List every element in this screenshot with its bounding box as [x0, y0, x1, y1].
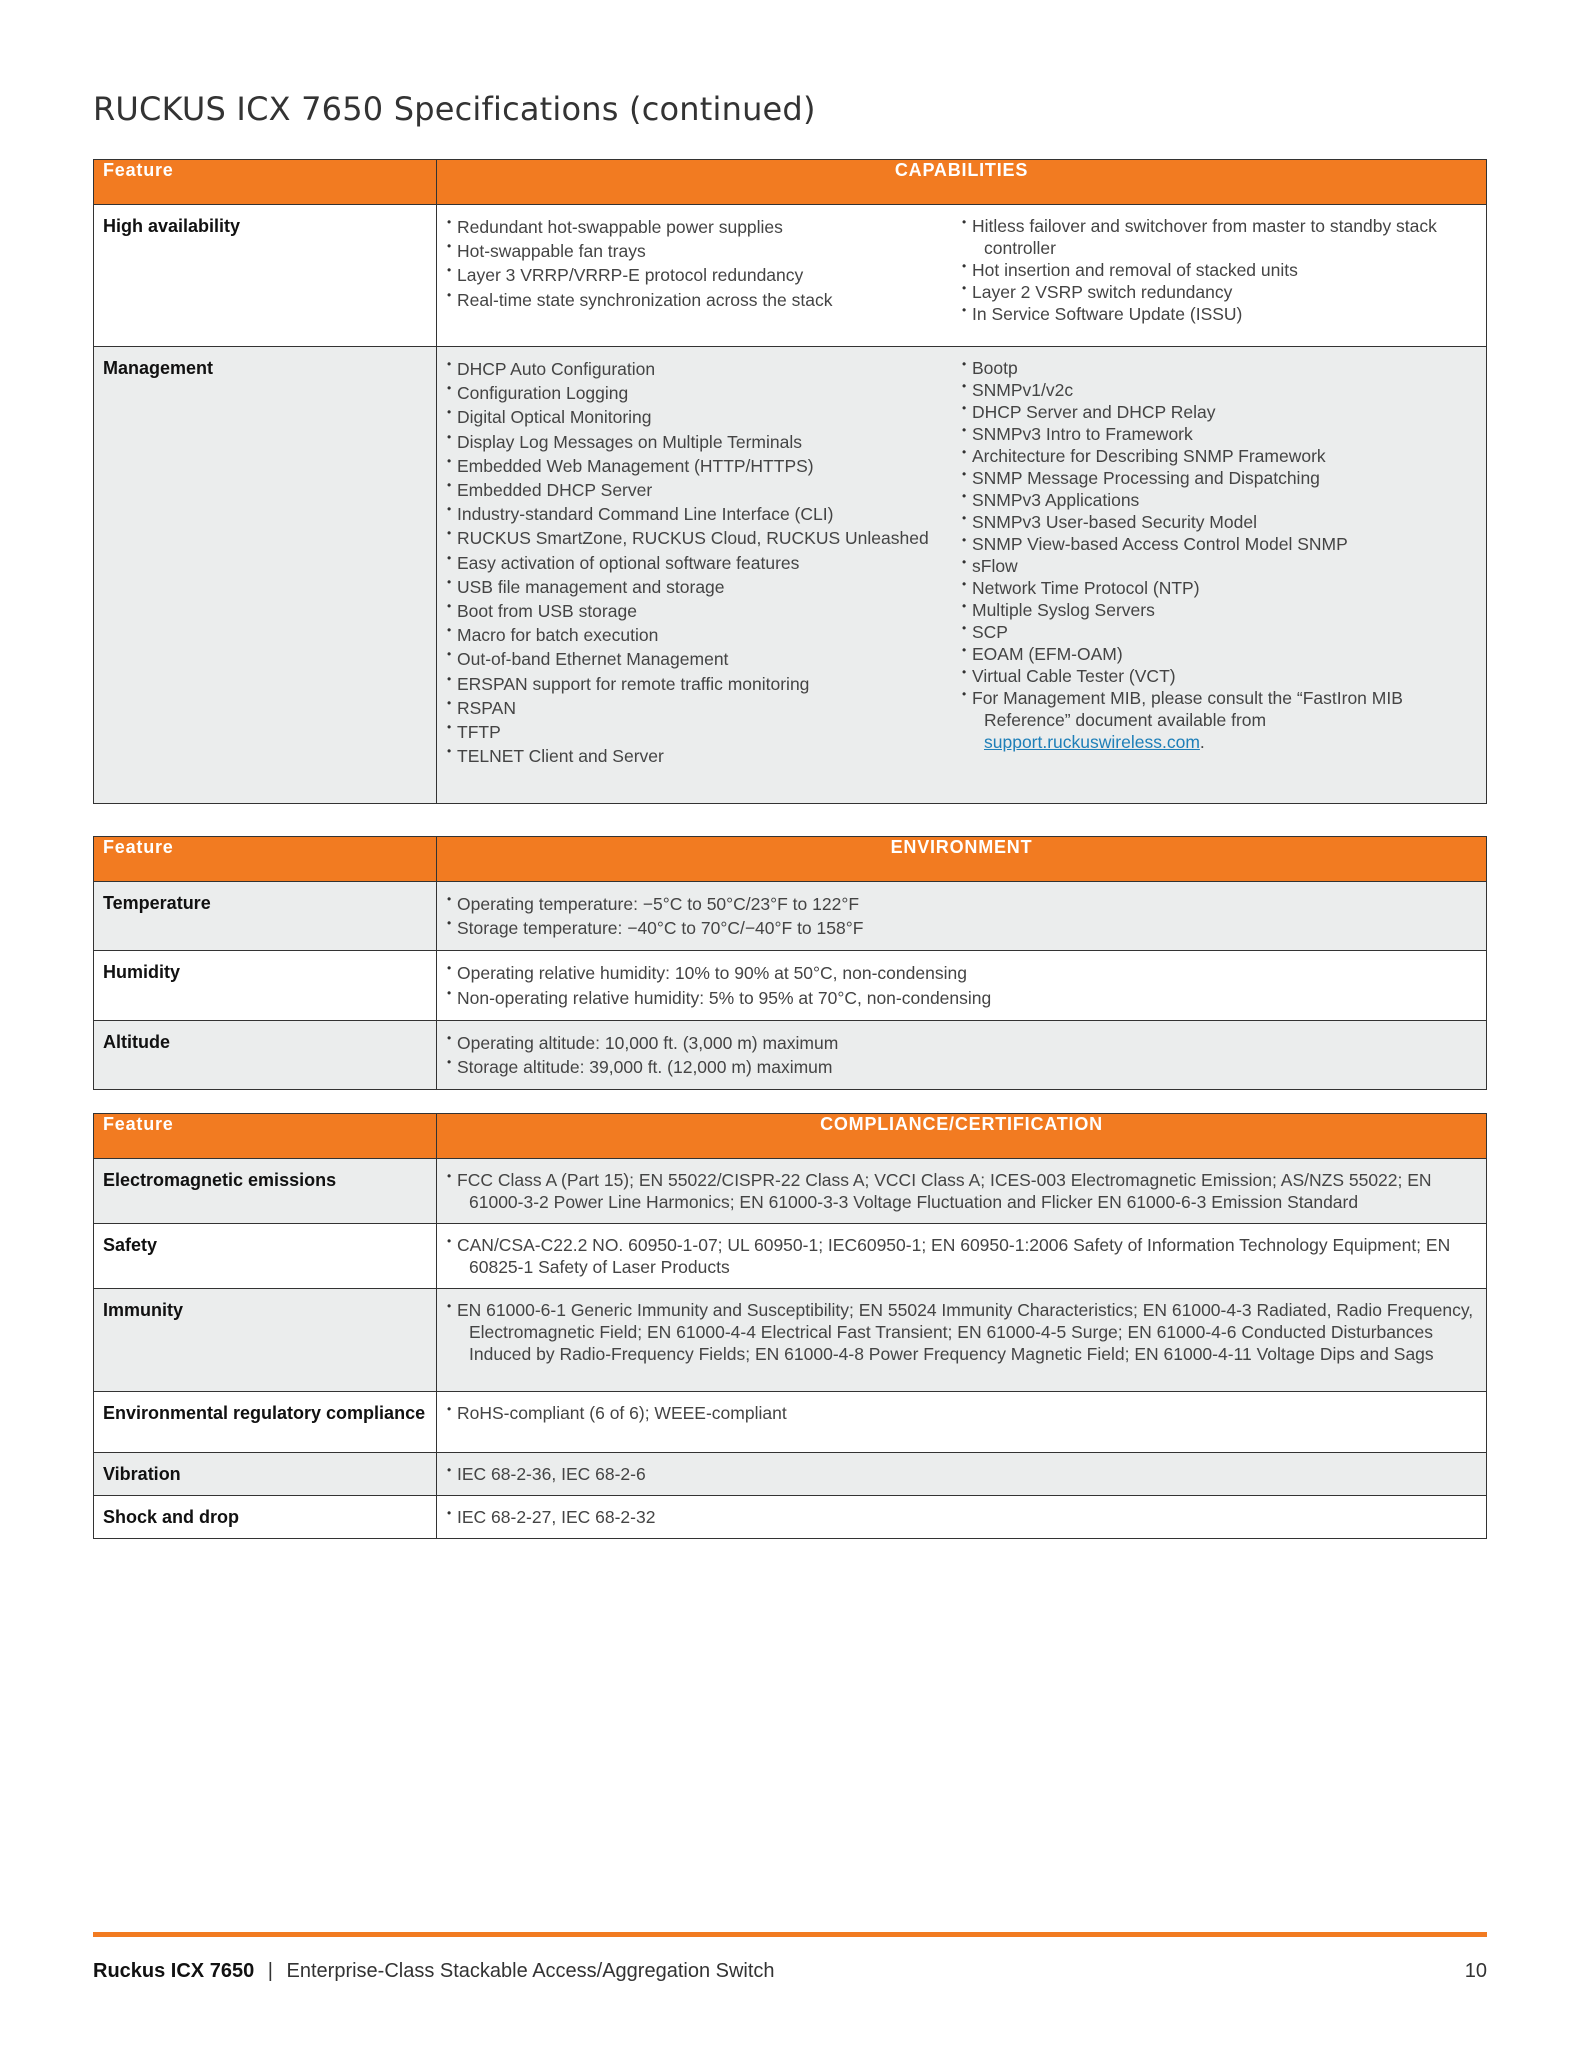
- mib-end: .: [1199, 732, 1205, 752]
- feature-header: Feature: [94, 837, 437, 882]
- feature-name: Immunity: [94, 1289, 437, 1392]
- mib-text: For Management MIB, please consult the “FastIron MIB Reference” document available from: [972, 688, 1403, 730]
- list-item: • Operating temperature: −5°C to 50°C/23°F to 122°F: [447, 892, 1477, 916]
- list-item: • Macro for batch execution: [447, 623, 962, 647]
- table-row: [94, 882, 1487, 951]
- bullet-list: [447, 961, 1477, 1009]
- feature-values: [437, 951, 1487, 1020]
- list-item: • RSPAN: [447, 696, 962, 720]
- bullet-list: [447, 1031, 1477, 1079]
- section-header: ENVIRONMENT: [437, 837, 1487, 882]
- feature-name: Electromagnetic emissions: [94, 1159, 437, 1224]
- list-item: • Bootp: [962, 357, 1477, 379]
- list-item: • Operating relative humidity: 10% to 90% at 50°C, non-condensing: [447, 961, 1477, 985]
- list-item: • RUCKUS SmartZone, RUCKUS Cloud, RUCKUS Unleashed: [447, 526, 962, 550]
- page-footer: [93, 1960, 1487, 1983]
- feature-name: Humidity: [94, 951, 437, 1020]
- footer-divider: [93, 1932, 1487, 1937]
- bullet-list: [447, 357, 962, 768]
- list-item: • Operating altitude: 10,000 ft. (3,000 m) maximum: [447, 1031, 1477, 1055]
- list-item: • Easy activation of optional software features: [447, 551, 962, 575]
- table-row: [94, 347, 1487, 804]
- list-item: • Multiple Syslog Servers: [962, 599, 1477, 621]
- feature-header: Feature: [94, 1114, 437, 1159]
- list-item: • Display Log Messages on Multiple Terminals: [447, 430, 962, 454]
- table-row: [94, 1392, 1487, 1453]
- list-item: • Embedded DHCP Server: [447, 478, 962, 502]
- list-item: • SNMP Message Processing and Dispatching: [962, 467, 1477, 489]
- list-item: • SCP: [962, 621, 1477, 643]
- list-item: • SNMPv3 Applications: [962, 489, 1477, 511]
- feature-name: Environmental regulatory compliance: [94, 1392, 437, 1453]
- list-item: • Real-time state synchronization across the stack: [447, 288, 962, 312]
- compliance-table: [93, 1113, 1487, 1539]
- environment-table: [93, 836, 1487, 1090]
- list-item: • In Service Software Update (ISSU): [962, 303, 1477, 325]
- list-item: • SNMPv3 User-based Security Model: [962, 511, 1477, 533]
- support-link[interactable]: support.ruckuswireless.com: [984, 732, 1200, 752]
- list-item: • Boot from USB storage: [447, 599, 962, 623]
- list-item: • Embedded Web Management (HTTP/HTTPS): [447, 454, 962, 478]
- list-item: • Configuration Logging: [447, 381, 962, 405]
- list-item: • Hot insertion and removal of stacked units: [962, 259, 1477, 281]
- list-item: • Layer 3 VRRP/VRRP-E protocol redundancy: [447, 263, 962, 287]
- list-item: • SNMPv1/v2c: [962, 379, 1477, 401]
- list-item: • Industry-standard Command Line Interface (CLI): [447, 502, 962, 526]
- feature-values: [437, 1392, 1487, 1453]
- footer-product-name: Ruckus ICX 7650: [93, 1960, 255, 1982]
- list-item: • Non-operating relative humidity: 5% to 95% at 70°C, non-condensing: [447, 986, 1477, 1010]
- bullet-list: [447, 1402, 1477, 1424]
- list-item: • Redundant hot-swappable power supplies: [447, 215, 962, 239]
- feature-name: Vibration: [94, 1453, 437, 1496]
- table-row: [94, 1224, 1487, 1289]
- list-item: • IEC 68-2-27, IEC 68-2-32: [447, 1506, 1477, 1528]
- list-item: • SNMP View-based Access Control Model SNMP: [962, 533, 1477, 555]
- list-item: • sFlow: [962, 555, 1477, 577]
- list-item: • CAN/CSA-C22.2 NO. 60950-1-07; UL 60950-1; IEC60950-1; EN 60950-1:2006 Safety of Information Technology Equipment; EN 60825-1 Safety of Laser Products: [447, 1234, 1477, 1278]
- list-item: • Storage temperature: −40°C to 70°C/−40°F to 158°F: [447, 916, 1477, 940]
- feature-name: Safety: [94, 1224, 437, 1289]
- list-item: • Storage altitude: 39,000 ft. (12,000 m) maximum: [447, 1055, 1477, 1079]
- section-header: CAPABILITIES: [437, 160, 1487, 205]
- bullet-list: [962, 215, 1477, 325]
- table-row: [94, 1020, 1487, 1089]
- list-item: • DHCP Server and DHCP Relay: [962, 401, 1477, 423]
- table-row: [94, 1453, 1487, 1496]
- feature-name: High availability: [94, 205, 437, 347]
- feature-values: [437, 1453, 1487, 1496]
- bullet-list: [962, 357, 1477, 768]
- table-row: [94, 1159, 1487, 1224]
- feature-values: [437, 1159, 1487, 1224]
- list-item: • Hitless failover and switchover from master to standby stack controller: [962, 215, 1477, 259]
- list-item: • Layer 2 VSRP switch redundancy: [962, 281, 1477, 303]
- feature-name: Management: [94, 347, 437, 804]
- footer-description: Enterprise-Class Stackable Access/Aggregation Switch: [286, 1960, 775, 1982]
- list-item: • EN 61000-6-1 Generic Immunity and Susceptibility; EN 55024 Immunity Characteristics; EN 61000-4-3 Radiated, Radio Frequency, Electromagnetic Field; EN 61000-4-4 Electrical Fast Transient; EN 61000-4-5 Surge; EN 61000-4-6 Conducted Disturbances Induced by Radio-Frequency Fields; EN 61000-4-8 Power Frequency Magnetic Field; EN 61000-4-11 Voltage Dips and Sags: [447, 1299, 1477, 1365]
- bullet-list: [447, 892, 1477, 940]
- list-item: • Out-of-band Ethernet Management: [447, 647, 962, 671]
- feature-values: [437, 1224, 1487, 1289]
- list-item: • TFTP: [447, 720, 962, 744]
- feature-values: [437, 205, 1487, 347]
- list-item: • USB file management and storage: [447, 575, 962, 599]
- list-item: • RoHS-compliant (6 of 6); WEEE-compliant: [447, 1402, 1477, 1424]
- feature-values: [437, 347, 1487, 804]
- bullet-list: [447, 215, 962, 325]
- list-item: • Digital Optical Monitoring: [447, 405, 962, 429]
- page-number: 10: [1464, 1960, 1487, 1982]
- bullet-list: [447, 1169, 1477, 1213]
- table-row: [94, 1289, 1487, 1392]
- page-title: RUCKUS ICX 7650 Specifications (continued): [93, 90, 816, 128]
- bullet-list: [447, 1299, 1477, 1365]
- feature-header: Feature: [94, 160, 437, 205]
- bullet-list: [447, 1506, 1477, 1528]
- footer-separator: |: [267, 1960, 273, 1982]
- list-item: • ERSPAN support for remote traffic monitoring: [447, 672, 962, 696]
- table-row: [94, 1496, 1487, 1539]
- section-header: COMPLIANCE/CERTIFICATION: [437, 1114, 1487, 1159]
- feature-values: [437, 1496, 1487, 1539]
- list-item: • Network Time Protocol (NTP): [962, 577, 1477, 599]
- feature-values: [437, 1020, 1487, 1089]
- list-item: • FCC Class A (Part 15); EN 55022/CISPR-22 Class A; VCCI Class A; ICES-003 Electromagnetic Emission; AS/NZS 55022; EN 61000-3-2 Power Line Harmonics; EN 61000-3-3 Voltage Fluctuation and Flicker EN 61000-6-3 Emission Standard: [447, 1169, 1477, 1213]
- list-item: • Virtual Cable Tester (VCT): [962, 665, 1477, 687]
- list-item: • Hot-swappable fan trays: [447, 239, 962, 263]
- list-item: • EOAM (EFM-OAM): [962, 643, 1477, 665]
- bullet-list: [447, 1234, 1477, 1278]
- feature-name: Shock and drop: [94, 1496, 437, 1539]
- capabilities-table: [93, 159, 1487, 804]
- table-row: [94, 205, 1487, 347]
- list-item-mib: [962, 687, 1477, 753]
- list-item: • DHCP Auto Configuration: [447, 357, 962, 381]
- list-item: • Architecture for Describing SNMP Framework: [962, 445, 1477, 467]
- feature-name: Temperature: [94, 882, 437, 951]
- list-item: • IEC 68-2-36, IEC 68-2-6: [447, 1463, 1477, 1485]
- feature-name: Altitude: [94, 1020, 437, 1089]
- list-item: • TELNET Client and Server: [447, 744, 962, 768]
- table-row: [94, 951, 1487, 1020]
- feature-values: [437, 882, 1487, 951]
- bullet-list: [447, 1463, 1477, 1485]
- feature-values: [437, 1289, 1487, 1392]
- list-item: • SNMPv3 Intro to Framework: [962, 423, 1477, 445]
